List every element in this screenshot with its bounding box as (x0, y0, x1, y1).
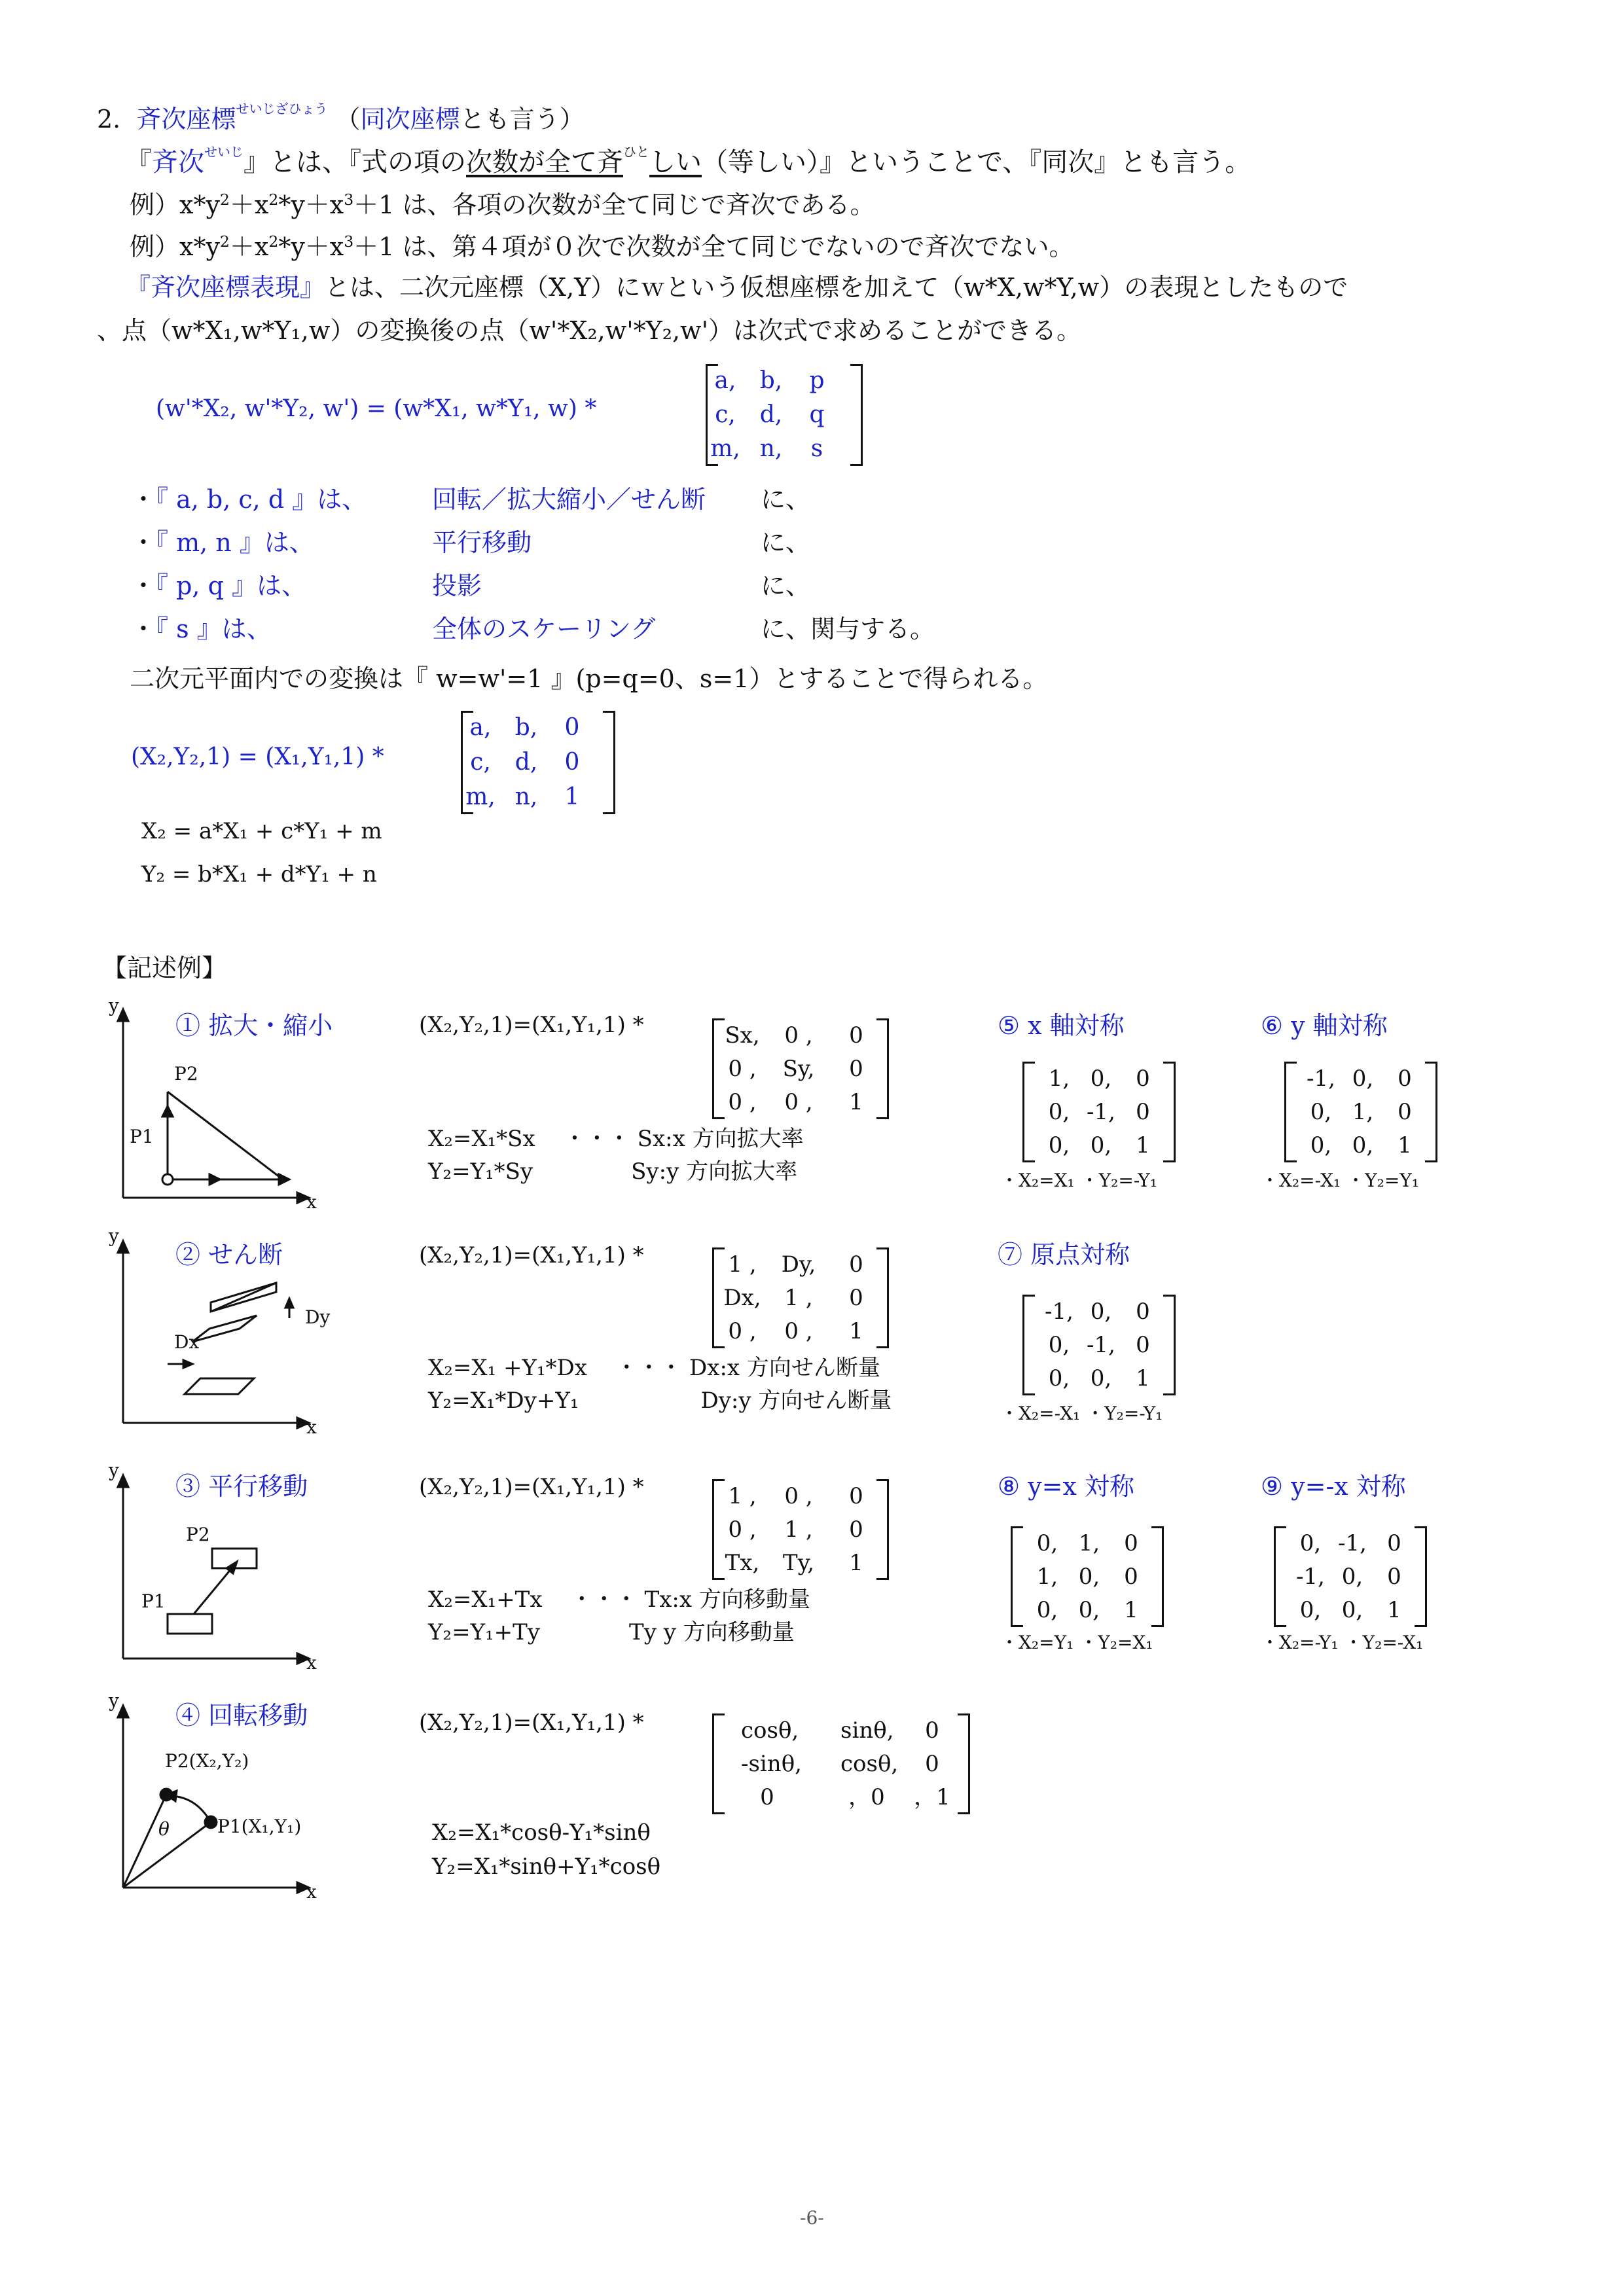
ex4-p2-label: P2(X₂,Y₂) (165, 1750, 249, 1772)
matrix-cell: 1 (1387, 1597, 1401, 1624)
rotate-p1-dot (205, 1816, 217, 1828)
matrix-right-bracket (958, 1713, 970, 1814)
role-suffix: に、関与する。 (761, 615, 935, 643)
matrix-cell: 1 (1398, 1132, 1412, 1159)
matrix-cell: 1 (849, 1318, 863, 1345)
rotate-arc (171, 1796, 211, 1822)
example-2-equation: (X₂,Y₂,1)=(X₁,Y₁,1) * (419, 1242, 644, 1268)
matrix-cell: -sinθ, (741, 1751, 802, 1777)
matrix-cell: 1 (849, 1089, 863, 1116)
matrix-cell: 0, (1036, 1597, 1058, 1624)
sym-9-title: ⑨ y=-x 対称 (1261, 1472, 1406, 1501)
matrix-cell: 0 (925, 1751, 939, 1777)
example-2-line: 例）$x*y^2+x^2*y+x^3+1$ は、第４項が０次で次数が全て同じでないので斉次でない。 (130, 232, 1074, 261)
matrix-cell: -1, (1296, 1564, 1325, 1590)
ex3-x-label: x (306, 1652, 317, 1674)
matrix-cell: 0, (1299, 1530, 1322, 1556)
matrix-cell: 0, (1341, 1564, 1363, 1590)
two-d-result-y: Y₂ = b*X₁ + d*Y₁ + n (141, 861, 377, 888)
role-suffix: に、 (761, 485, 811, 514)
example-1-result-y: Y₂=Y₁*Sy Sy:y 方向拡大率 (428, 1158, 798, 1185)
matrix-cell: 0 (564, 714, 580, 742)
matrix-cell: 0 (1398, 1099, 1412, 1125)
matrix-cell: 0 , (728, 1056, 757, 1082)
two-d-result-x: X₂ = a*X₁ + c*Y₁ + m (141, 818, 382, 844)
matrix-cell: 1 (564, 783, 580, 810)
sym-6-result: ・X₂=-X₁ ・Y₂=Y₁ (1261, 1170, 1420, 1191)
matrix-cell: 1 , (784, 1285, 813, 1311)
matrix-cell: 0 , (728, 1089, 757, 1116)
role-row: ・『 a, b, c, d 』は、 (131, 485, 367, 514)
homogeneous-definition-line2: 、点（w*X₁,w*Y₁,w）の変換後の点（w'*X₂,w'*Y₂,w'）は次式で求めることができる。 (97, 316, 1082, 345)
rotate-p2-dot (160, 1789, 172, 1801)
matrix-cell: 0 (1136, 1065, 1150, 1092)
matrix-cell: 1 (849, 1550, 863, 1577)
matrix-cell: 0 (849, 1056, 863, 1082)
matrix-cell: m, (465, 783, 496, 810)
examples-heading: 【記述例】 (102, 954, 227, 982)
ex1-p1-label: P1 (130, 1126, 154, 1147)
matrix-cell: ，1 (914, 1784, 950, 1811)
matrix-cell: -1, (1087, 1099, 1115, 1125)
section-title-ruby: せいじざひょう (236, 101, 328, 117)
matrix-cell: a, (469, 714, 492, 742)
matrix-cell: 0 (849, 1516, 863, 1543)
sym-9-matrix (1274, 1526, 1427, 1627)
matrix-cell: 0, (1048, 1365, 1070, 1392)
ex1-p2-label: P2 (174, 1063, 198, 1085)
matrix-cell: Sx, (725, 1022, 760, 1049)
general-equation-lhs: (w'*X₂, w'*Y₂, w') = (w*X₁, w*Y₁, w) * (156, 395, 597, 422)
matrix-cell: 0 (1124, 1530, 1138, 1556)
role-row: ・『 p, q 』は、 (131, 571, 306, 600)
matrix-cell: 1 (1124, 1597, 1138, 1624)
matrix-cell: 0 (1398, 1065, 1412, 1092)
role-row: ・『 m, n 』は、 (131, 528, 314, 557)
matrix-cell: 0 (925, 1717, 939, 1744)
matrix-cell: ，0 (848, 1784, 885, 1811)
section-title: 斉次座標 (136, 105, 236, 134)
rotate-p2-line (123, 1795, 166, 1888)
ex3-p1-label: P1 (141, 1590, 166, 1612)
matrix-cell: -1, (1045, 1298, 1074, 1325)
matrix-cell: 0, (1299, 1597, 1322, 1624)
matrix-cell: Dy, (781, 1251, 816, 1278)
matrix-cell: n, (759, 435, 783, 462)
example-4-matrix (712, 1713, 970, 1814)
ex4-p1-label: P1(X₁,Y₁) (217, 1816, 302, 1837)
role-description: 平行移動 (432, 528, 532, 557)
matrix-cell: 0 (1136, 1099, 1150, 1125)
matrix-cell: c, (470, 749, 491, 776)
matrix-cell: d, (759, 401, 783, 428)
ex3-y-label: y (109, 1460, 119, 1481)
matrix-cell: Dx, (723, 1285, 761, 1311)
matrix-cell: 0, (1048, 1132, 1070, 1159)
role-description: 回転／拡大縮小／せん断 (432, 485, 706, 514)
example-4-result-x: X₂=X₁*cosθ-Y₁*sinθ (432, 1820, 651, 1846)
ex4-x-label: x (306, 1881, 317, 1903)
sym-6-matrix (1284, 1062, 1437, 1162)
sym-6-title: ⑥ y 軸対称 (1261, 1011, 1388, 1040)
sym-5-matrix (1022, 1062, 1176, 1162)
matrix-cell: 0 (849, 1285, 863, 1311)
example-1-result-x: X₂=X₁*Sx ・・・ Sx:x 方向拡大率 (428, 1126, 804, 1152)
matrix-cell: 0, (1078, 1597, 1100, 1624)
section-number: 2. (97, 105, 121, 134)
matrix-cell: 0 (1387, 1564, 1401, 1590)
matrix-cell: q (809, 401, 825, 428)
sym-7-title: ⑦ 原点対称 (998, 1240, 1130, 1269)
matrix-cell: Ty, (782, 1550, 815, 1577)
matrix-cell: p (809, 367, 825, 394)
example-4-equation: (X₂,Y₂,1)=(X₁,Y₁,1) * (419, 1710, 644, 1736)
ex1-y-label: y (109, 995, 119, 1016)
matrix-cell: 0, (1090, 1065, 1112, 1092)
matrix-cell: cosθ, (741, 1717, 799, 1744)
matrix-cell: 1 , (728, 1482, 757, 1509)
matrix-cell: 0 , (784, 1318, 813, 1345)
matrix-cell: -1, (1307, 1065, 1335, 1092)
ex3-p2-label: P2 (186, 1524, 210, 1545)
sym-7-result: ・X₂=-X₁ ・Y₂=-Y₁ (1000, 1403, 1163, 1424)
section-alt-name: 同次座標 (360, 105, 460, 134)
matrix-cell: 0, (1341, 1597, 1363, 1624)
example-1-equation: (X₂,Y₂,1)=(X₁,Y₁,1) * (419, 1012, 644, 1038)
role-description: 投影 (432, 571, 482, 600)
example-4-title: ④ 回転移動 (175, 1701, 308, 1730)
example-3-equation: (X₂,Y₂,1)=(X₁,Y₁,1) * (419, 1474, 644, 1500)
matrix-cell: -1, (1087, 1332, 1115, 1358)
matrix-cell: 0 , (784, 1482, 813, 1509)
homogeneous-definition: 『斉次座標表現』とは、二次元座標（X,Y）にｗという仮想座標を加えて（w*X,w*Y,w）の表現としたもので (126, 273, 1348, 302)
matrix-cell: 1 (1136, 1365, 1150, 1392)
example-1-title: ① 拡大・縮小 (175, 1011, 333, 1040)
matrix-cell: 0, (1310, 1132, 1332, 1159)
ex2-dx-label: Dx (174, 1331, 200, 1353)
matrix-cell: sinθ, (840, 1717, 894, 1744)
matrix-cell: 1 , (728, 1251, 757, 1278)
matrix-cell: 0, (1048, 1332, 1070, 1358)
ex2-y-label: y (109, 1225, 119, 1247)
ex1-x-label: x (306, 1191, 317, 1213)
matrix-cell: 1, (1036, 1564, 1058, 1590)
matrix-cell: 0, (1078, 1564, 1100, 1590)
matrix-cell: 0 (1136, 1298, 1150, 1325)
matrix-left-bracket (712, 1713, 725, 1814)
matrix-cell: 1, (1352, 1099, 1374, 1125)
role-suffix: に、 (761, 571, 811, 600)
ex2-x-label: x (306, 1416, 317, 1438)
matrix-cell: m, (710, 435, 740, 462)
matrix-cell: 0, (1352, 1065, 1374, 1092)
sym-8-matrix (1011, 1526, 1164, 1627)
matrix-cell: b, (759, 367, 783, 394)
matrix-cell: Tx, (725, 1550, 760, 1577)
matrix-cell: 0 (760, 1784, 774, 1811)
matrix-cell: 1 , (784, 1516, 813, 1543)
example-3-title: ③ 平行移動 (175, 1472, 308, 1501)
matrix-cell: 0 , (784, 1022, 813, 1049)
example-3-result-x: X₂=X₁+Tx ・・・ Tx:x 方向移動量 (428, 1587, 810, 1613)
matrix-cell: 1, (1078, 1530, 1100, 1556)
matrix-cell: c, (715, 401, 736, 428)
matrix-cell: 0 (849, 1251, 863, 1278)
sym-9-result: ・X₂=-Y₁ ・Y₂=-X₁ (1261, 1632, 1424, 1653)
matrix-cell: 0 (849, 1482, 863, 1509)
role-suffix: に、 (761, 528, 811, 557)
matrix-cell: 0, (1090, 1365, 1112, 1392)
example-2-title: ② せん断 (175, 1240, 283, 1269)
matrix-cell: 1, (1048, 1065, 1070, 1092)
example-4-result-y: Y₂=X₁*sinθ+Y₁*cosθ (432, 1854, 661, 1880)
matrix-cell: a, (714, 367, 736, 394)
ex4-theta-label: θ (158, 1818, 170, 1840)
sym-5-title: ⑤ x 軸対称 (998, 1011, 1125, 1040)
example-2-result-x: X₂=X₁ +Y₁*Dx ・・・ Dx:x 方向せん断量 (428, 1355, 880, 1381)
example-2-result-y: Y₂=X₁*Dy+Y₁ Dy:y 方向せん断量 (428, 1388, 892, 1414)
sym-8-result: ・X₂=Y₁ ・Y₂=X₁ (1000, 1632, 1153, 1653)
matrix-cell: 0 , (784, 1089, 813, 1116)
matrix-cell: 0, (1090, 1132, 1112, 1159)
matrix-cell: 0, (1036, 1530, 1058, 1556)
ex2-dy-label: Dy (305, 1306, 331, 1328)
matrix-cell: s (810, 435, 823, 462)
sym-7-matrix (1022, 1295, 1176, 1395)
role-description: 全体のスケーリング (432, 615, 656, 643)
matrix-cell: 0 (564, 749, 580, 776)
two-d-equation-lhs: (X₂,Y₂,1) = (X₁,Y₁,1) * (131, 744, 384, 770)
role-row: ・『 s 』は、 (131, 615, 272, 643)
two-d-note: 二次元平面内での変換は『 w=w'=1 』(p=q=0、s=1）とすることで得られる。 (130, 664, 1048, 693)
section-heading: 2. 斉次座標$^{せいじざひょう}$ （同次座標とも言う） (97, 101, 585, 134)
ex4-y-label: y (109, 1690, 119, 1712)
matrix-cell: cosθ, (840, 1751, 899, 1777)
matrix-cell: 0 , (728, 1516, 757, 1543)
matrix-cell: 0 (1387, 1530, 1401, 1556)
matrix-cell: b, (514, 714, 538, 742)
matrix-cell: 0 (849, 1022, 863, 1049)
page-number: -6- (800, 2207, 824, 2229)
matrix-cell: 0 (1136, 1332, 1150, 1358)
sym-5-result: ・X₂=X₁ ・Y₂=-Y₁ (1000, 1170, 1157, 1191)
matrix-cell: 0, (1090, 1298, 1112, 1325)
matrix-cell: n, (514, 783, 538, 810)
example-3-result-y: Y₂=Y₁+Ty Ty y 方向移動量 (428, 1619, 795, 1645)
matrix-cell: 0, (1310, 1099, 1332, 1125)
intro-definition: 『斉次$^{せいじ}$』とは、『式の項の次数が全て斉$^{ひと}$しい（等しい）』ということで、『同次』とも言う。 (126, 144, 1252, 177)
term-homogeneous-repr: 『斉次座標表現』 (126, 273, 325, 302)
matrix-cell: 0 (1124, 1564, 1138, 1590)
matrix-cell: 0 , (728, 1318, 757, 1345)
matrix-cell: d, (514, 749, 538, 776)
matrix-cell: 0, (1352, 1132, 1374, 1159)
matrix-cell: Sy, (782, 1056, 815, 1082)
matrix-cell: -1, (1338, 1530, 1367, 1556)
sym-8-title: ⑧ y=x 対称 (998, 1472, 1134, 1501)
example-1-line: 例）$x*y^2+x^2*y+x^3+1$ は、各項の次数が全て同じで斉次である。 (130, 190, 875, 219)
matrix-cell: 0, (1048, 1099, 1070, 1125)
matrix-cell: 1 (1136, 1132, 1150, 1159)
